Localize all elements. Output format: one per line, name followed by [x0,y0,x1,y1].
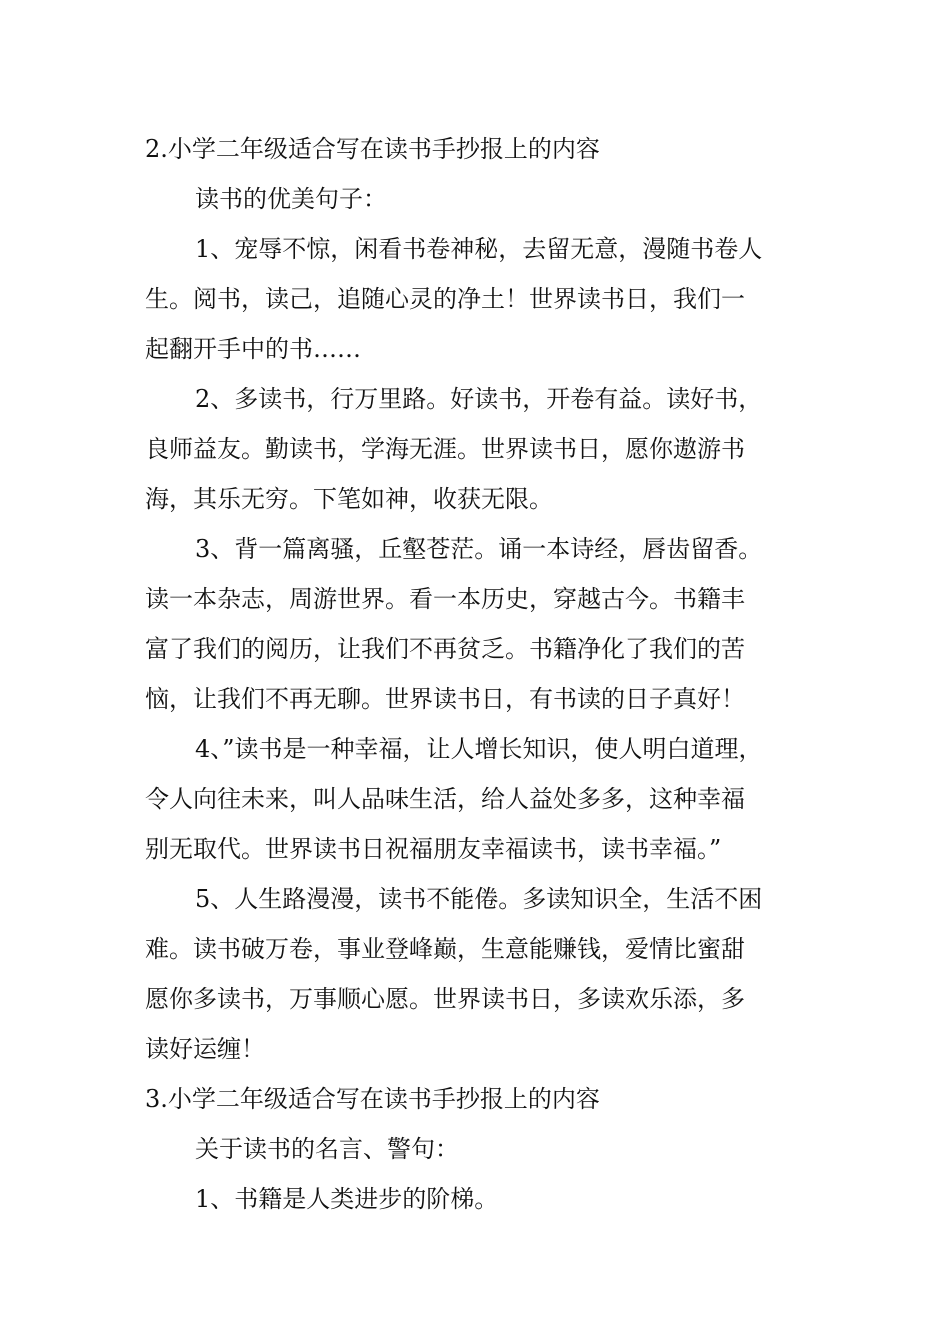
paragraph-line: 别无取代。世界读书日祝福朋友幸福读书，读书幸福。” [145,835,722,863]
paragraph-line: 5、人生路漫漫，读书不能倦。多读知识全，生活不困 [195,885,763,913]
paragraph-line: 海，其乐无穷。下笔如神，收获无限。 [145,485,553,513]
paragraph-line: 愿你多读书，万事顺心愿。世界读书日，多读欢乐添，多 [145,985,745,1013]
paragraph-line: 读一本杂志，周游世界。看一本历史，穿越古今。书籍丰 [145,585,745,613]
section-2-intro: 读书的优美句子： [195,185,387,213]
section-3-intro: 关于读书的名言、警句： [195,1135,459,1163]
paragraph-line: 起翻开手中的书…… [145,335,361,363]
section-2-heading: 2.小学二年级适合写在读书手抄报上的内容 [145,135,600,163]
paragraph-line: 1、书籍是人类进步的阶梯。 [195,1185,499,1213]
paragraph-line: 恼，让我们不再无聊。世界读书日，有书读的日子真好！ [145,685,745,713]
paragraph-line: 读好运缠！ [145,1035,265,1063]
paragraph-line: 3、背一篇离骚，丘壑苍茫。诵一本诗经，唇齿留香。 [195,535,763,563]
paragraph-line: 富了我们的阅历，让我们不再贫乏。书籍净化了我们的苦 [145,635,745,663]
paragraph-line: 令人向往未来，叫人品味生活，给人益处多多，这种幸福 [145,785,745,813]
paragraph-line: 良师益友。勤读书，学海无涯。世界读书日，愿你遨游书 [145,435,745,463]
paragraph-line: 2、多读书，行万里路。好读书，开卷有益。读好书， [195,385,763,413]
section-3-heading: 3.小学二年级适合写在读书手抄报上的内容 [145,1085,600,1113]
paragraph-line: 4、”读书是一种幸福，让人增长知识，使人明白道理， [195,735,763,763]
paragraph-line: 生。阅书，读己，追随心灵的净土！世界读书日，我们一 [145,285,745,313]
paragraph-line: 难。读书破万卷，事业登峰巅，生意能赚钱，爱情比蜜甜 [145,935,745,963]
paragraph-line: 1、宠辱不惊，闲看书卷神秘，去留无意，漫随书卷人 [195,235,763,263]
